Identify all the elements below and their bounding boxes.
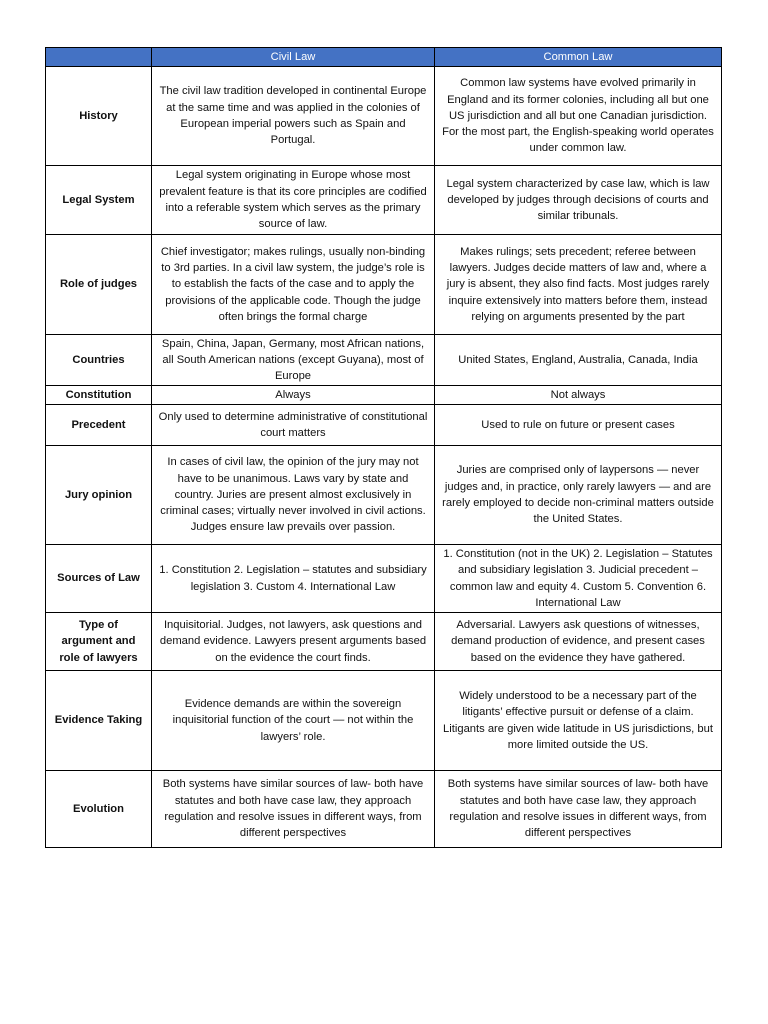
common-cell: Not always	[435, 386, 722, 405]
table-row	[46, 235, 722, 335]
row-label: Precedent	[46, 405, 152, 446]
table-row	[46, 67, 722, 166]
civil-cell: Legal system originating in Europe whose most prevalent feature is that its core principles are codified into a referable system which serves as the primary source of law.	[152, 166, 435, 235]
civil-cell: Only used to determine administrative of constitutional court matters	[152, 405, 435, 446]
common-cell: 1. Constitution (not in the UK) 2. Legislation – Statutes and subsidiary legislation 3. Judicial precedent – common law and equity 4. Custom 5. Convention 6. International Law	[435, 545, 722, 613]
common-cell: Widely understood to be a necessary part of the litigants’ effective pursuit or defense of a claim. Litigants are given wide latitude in US jurisdictions, but more limited outside the US.	[435, 671, 722, 771]
row-label: Type of argument and role of lawyers	[46, 613, 152, 671]
row-label: Sources of Law	[46, 545, 152, 613]
row-label: Jury opinion	[46, 446, 152, 545]
table-row	[46, 386, 722, 405]
civil-cell: Always	[152, 386, 435, 405]
row-label: Evidence Taking	[46, 671, 152, 771]
table-row	[46, 405, 722, 446]
table-row	[46, 671, 722, 771]
table-row	[46, 613, 722, 671]
civil-cell: Inquisitorial. Judges, not lawyers, ask questions and demand evidence. Lawyers present arguments based on the evidence the court finds.	[152, 613, 435, 671]
header-row	[46, 48, 722, 67]
header-civil-law: Civil Law	[152, 48, 435, 67]
civil-cell: Spain, China, Japan, Germany, most African nations, all South American nations (except Guyana), most of Europe	[152, 335, 435, 386]
table-row	[46, 166, 722, 235]
row-label: Constitution	[46, 386, 152, 405]
civil-cell: Chief investigator; makes rulings, usually non-binding to 3rd parties. In a civil law system, the judge’s role is to establish the facts of the case and to apply the provisions of the applicable code. Though the judge often brings the formal charge	[152, 235, 435, 335]
header-corner	[46, 48, 152, 67]
table-row	[46, 446, 722, 545]
table-row	[46, 771, 722, 848]
common-cell: Makes rulings; sets precedent; referee between lawyers. Judges decide matters of law and, where a jury is absent, they also find facts. Most judges rarely inquire extensively into matters before them, instead relying on arguments presented by the part	[435, 235, 722, 335]
common-cell: Both systems have similar sources of law- both have statutes and both have case law, they approach regulation and resolve issues in different ways, from different perspectives	[435, 771, 722, 848]
table-row	[46, 545, 722, 613]
row-label: Role of judges	[46, 235, 152, 335]
civil-cell: In cases of civil law, the opinion of the jury may not have to be unanimous. Laws vary by state and country. Juries are present almost exclusively in criminal cases; virtually never involved in civil actions. Judges ensure law prevails over passion.	[152, 446, 435, 545]
row-label: Countries	[46, 335, 152, 386]
common-cell: Legal system characterized by case law, which is law developed by judges through decisions of courts and similar tribunals.	[435, 166, 722, 235]
table-row	[46, 335, 722, 386]
header-common-law: Common Law	[435, 48, 722, 67]
civil-cell: Both systems have similar sources of law- both have statutes and both have case law, they approach regulation and resolve issues in different ways, from different perspectives	[152, 771, 435, 848]
common-cell: United States, England, Australia, Canada, India	[435, 335, 722, 386]
common-cell: Juries are comprised only of laypersons — never judges and, in practice, only rarely lawyers — and are rarely employed to decide non-criminal matters outside the United States.	[435, 446, 722, 545]
civil-cell: The civil law tradition developed in continental Europe at the same time and was applied in the colonies of European imperial powers such as Spain and Portugal.	[152, 67, 435, 166]
civil-cell: 1. Constitution 2. Legislation – statutes and subsidiary legislation 3. Custom 4. International Law	[152, 545, 435, 613]
common-cell: Adversarial. Lawyers ask questions of witnesses, demand production of evidence, and present cases based on the evidence they have gathered.	[435, 613, 722, 671]
row-label: Evolution	[46, 771, 152, 848]
row-label: Legal System	[46, 166, 152, 235]
common-cell: Common law systems have evolved primarily in England and its former colonies, including all but one US jurisdiction and all but one Canadian jurisdiction. For the most part, the English-speaking world operates under common law.	[435, 67, 722, 166]
comparison-table	[45, 47, 722, 848]
row-label: History	[46, 67, 152, 166]
common-cell: Used to rule on future or present cases	[435, 405, 722, 446]
civil-cell: Evidence demands are within the sovereign inquisitorial function of the court — not within the lawyers’ role.	[152, 671, 435, 771]
